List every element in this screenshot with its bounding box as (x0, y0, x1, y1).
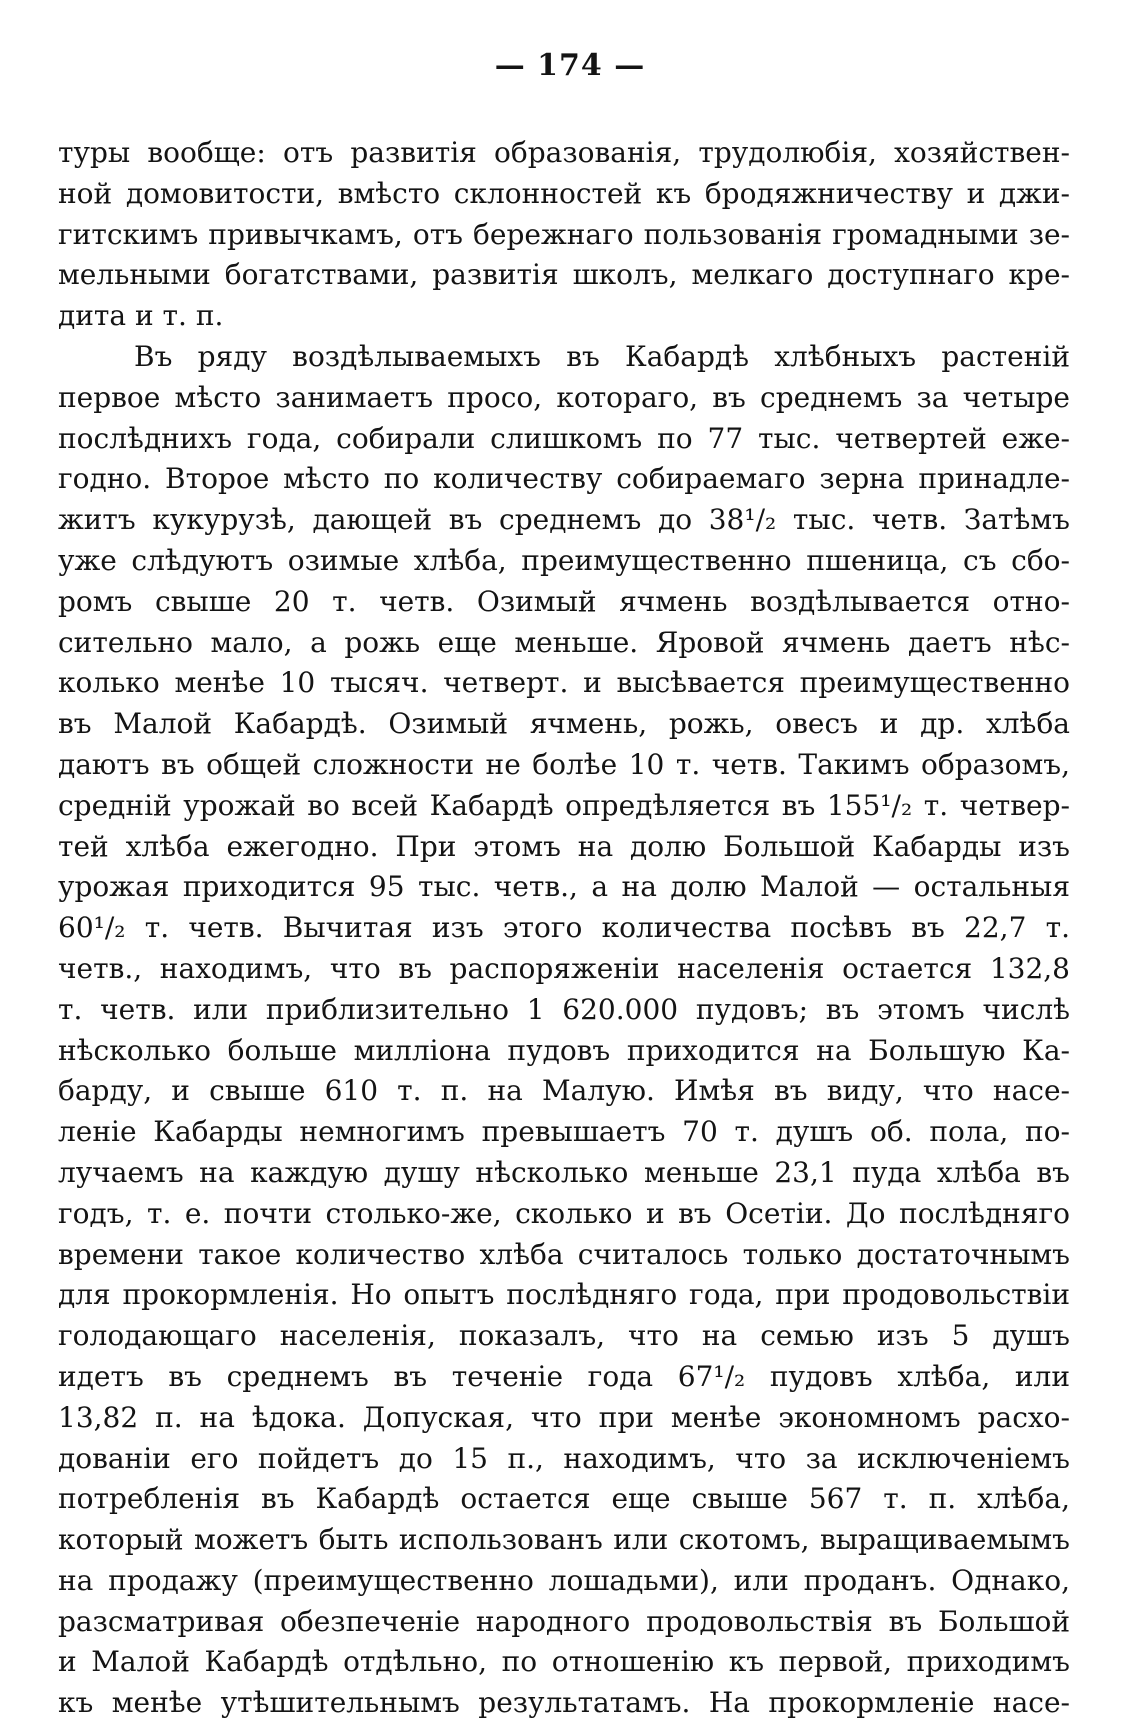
text-line: потребленія въ Кабардѣ остается еще свыше 567 т. п. хлѣба, (58, 1482, 1070, 1516)
text-line: 60¹/₂ т. четв. Вычитая изъ этого количества посѣвъ въ 22,7 т. (58, 911, 1070, 945)
text-line: дованіи его пойдетъ до 15 п., находимъ, что за исключеніемъ (58, 1441, 1070, 1475)
text-line: разсматривая обезпеченіе народного продовольствія въ Большой (58, 1604, 1070, 1638)
text-line: барду, и свыше 610 т. п. на Малую. Имѣя въ виду, что насе- (58, 1074, 1070, 1108)
text-line: даютъ въ общей сложности не болѣе 10 т. четв. Такимъ образомъ, (58, 747, 1070, 781)
text-line: который можетъ быть использованъ или скотомъ, выращиваемымъ (58, 1523, 1070, 1557)
text-line: въ Малой Кабардѣ. Озимый ячмень, рожь, овесъ и др. хлѣба (58, 707, 1070, 741)
text-line: дита и т. п. (58, 299, 224, 333)
text-line: годно. Второе мѣсто по количеству собираемаго зерна принадле- (58, 462, 1070, 496)
text-line: 13,82 п. на ѣдока. Допуская, что при менѣе экономномъ расхо- (58, 1400, 1070, 1434)
page-number: — 174 — (494, 48, 646, 83)
text-line: на продажу (преимущественно лошадьми), или проданъ. Однако, (58, 1563, 1070, 1597)
text-line: урожая приходится 95 тыс. четв., а на долю Малой — остальныя (58, 870, 1070, 904)
text-line: сительно мало, а рожь еще меньше. Яровой ячмень даетъ нѣс- (58, 625, 1070, 659)
body-text (58, 133, 1070, 1724)
text-line: лучаемъ на каждую душу нѣсколько меньше 23,1 пуда хлѣба въ (58, 1155, 1070, 1189)
text-line: средній урожай во всей Кабардѣ опредѣляется въ 155¹/₂ т. четвер- (58, 788, 1070, 822)
text-line: для прокормленія. Но опытъ послѣдняго года, при продовольствіи (58, 1278, 1070, 1312)
text-line: послѣднихъ года, собирали слишкомъ по 77 тыс. четвертей еже- (58, 421, 1070, 455)
text-line: къ менѣе утѣшительнымъ результатамъ. На прокормленіе насе- (58, 1686, 1070, 1720)
text-line: первое мѣсто занимаетъ просо, котораго, въ среднемъ за четыре (58, 380, 1070, 414)
text-line: гитскимъ привычкамъ, отъ бережнаго пользованія громадными зе- (58, 217, 1070, 251)
text-line: голодающаго населенія, показалъ, что на семью изъ 5 душъ (58, 1319, 1070, 1353)
text-line: ромъ свыше 20 т. четв. Озимый ячмень воздѣлывается отно- (58, 584, 1070, 618)
text-line: годъ, т. е. почти столько-же, сколько и въ Осетіи. До послѣдняго (58, 1196, 1070, 1230)
text-line: времени такое количество хлѣба считалось только достаточнымъ (58, 1237, 1070, 1271)
text-line: тей хлѣба ежегодно. При этомъ на долю Большой Кабарды изъ (58, 829, 1070, 863)
text-line: четв., находимъ, что въ распоряженіи населенія остается 132,8 (58, 951, 1070, 985)
text-line: мельными богатствами, развитія школъ, мелкаго доступнаго кре- (58, 258, 1070, 292)
text-line: уже слѣдуютъ озимые хлѣба, преимущественно пшеница, съ сбо- (58, 543, 1070, 577)
text-line: туры вообще: отъ развитія образованія, трудолюбія, хозяйствен- (58, 136, 1070, 169)
text-line: т. четв. или приблизительно 1 620.000 пудовъ; въ этомъ числѣ (58, 992, 1070, 1026)
text-line: леніе Кабарды немногимъ превышаетъ 70 т. душъ об. пола, по- (58, 1115, 1070, 1149)
paragraph-first-line: Въ ряду воздѣлываемыхъ въ Кабардѣ хлѣбныхъ растеній (134, 339, 1070, 373)
text-line: нѣсколько больше милліона пудовъ приходится на Большую Ка- (58, 1033, 1070, 1067)
text-line: ной домовитости, вмѣсто склонностей къ бродяжничеству и джи- (58, 176, 1070, 210)
text-line: и Малой Кабардѣ отдѣльно, по отношенію къ первой, приходимъ (58, 1645, 1070, 1679)
text-line: идетъ въ среднемъ въ теченіе года 67¹/₂ пудовъ хлѣба, или (58, 1359, 1070, 1393)
text-line: житъ кукурузѣ, дающей въ среднемъ до 38¹/₂ тыс. четв. Затѣмъ (58, 503, 1070, 537)
text-line: колько менѣе 10 тысяч. четверт. и высѣвается преимущественно (58, 666, 1070, 700)
